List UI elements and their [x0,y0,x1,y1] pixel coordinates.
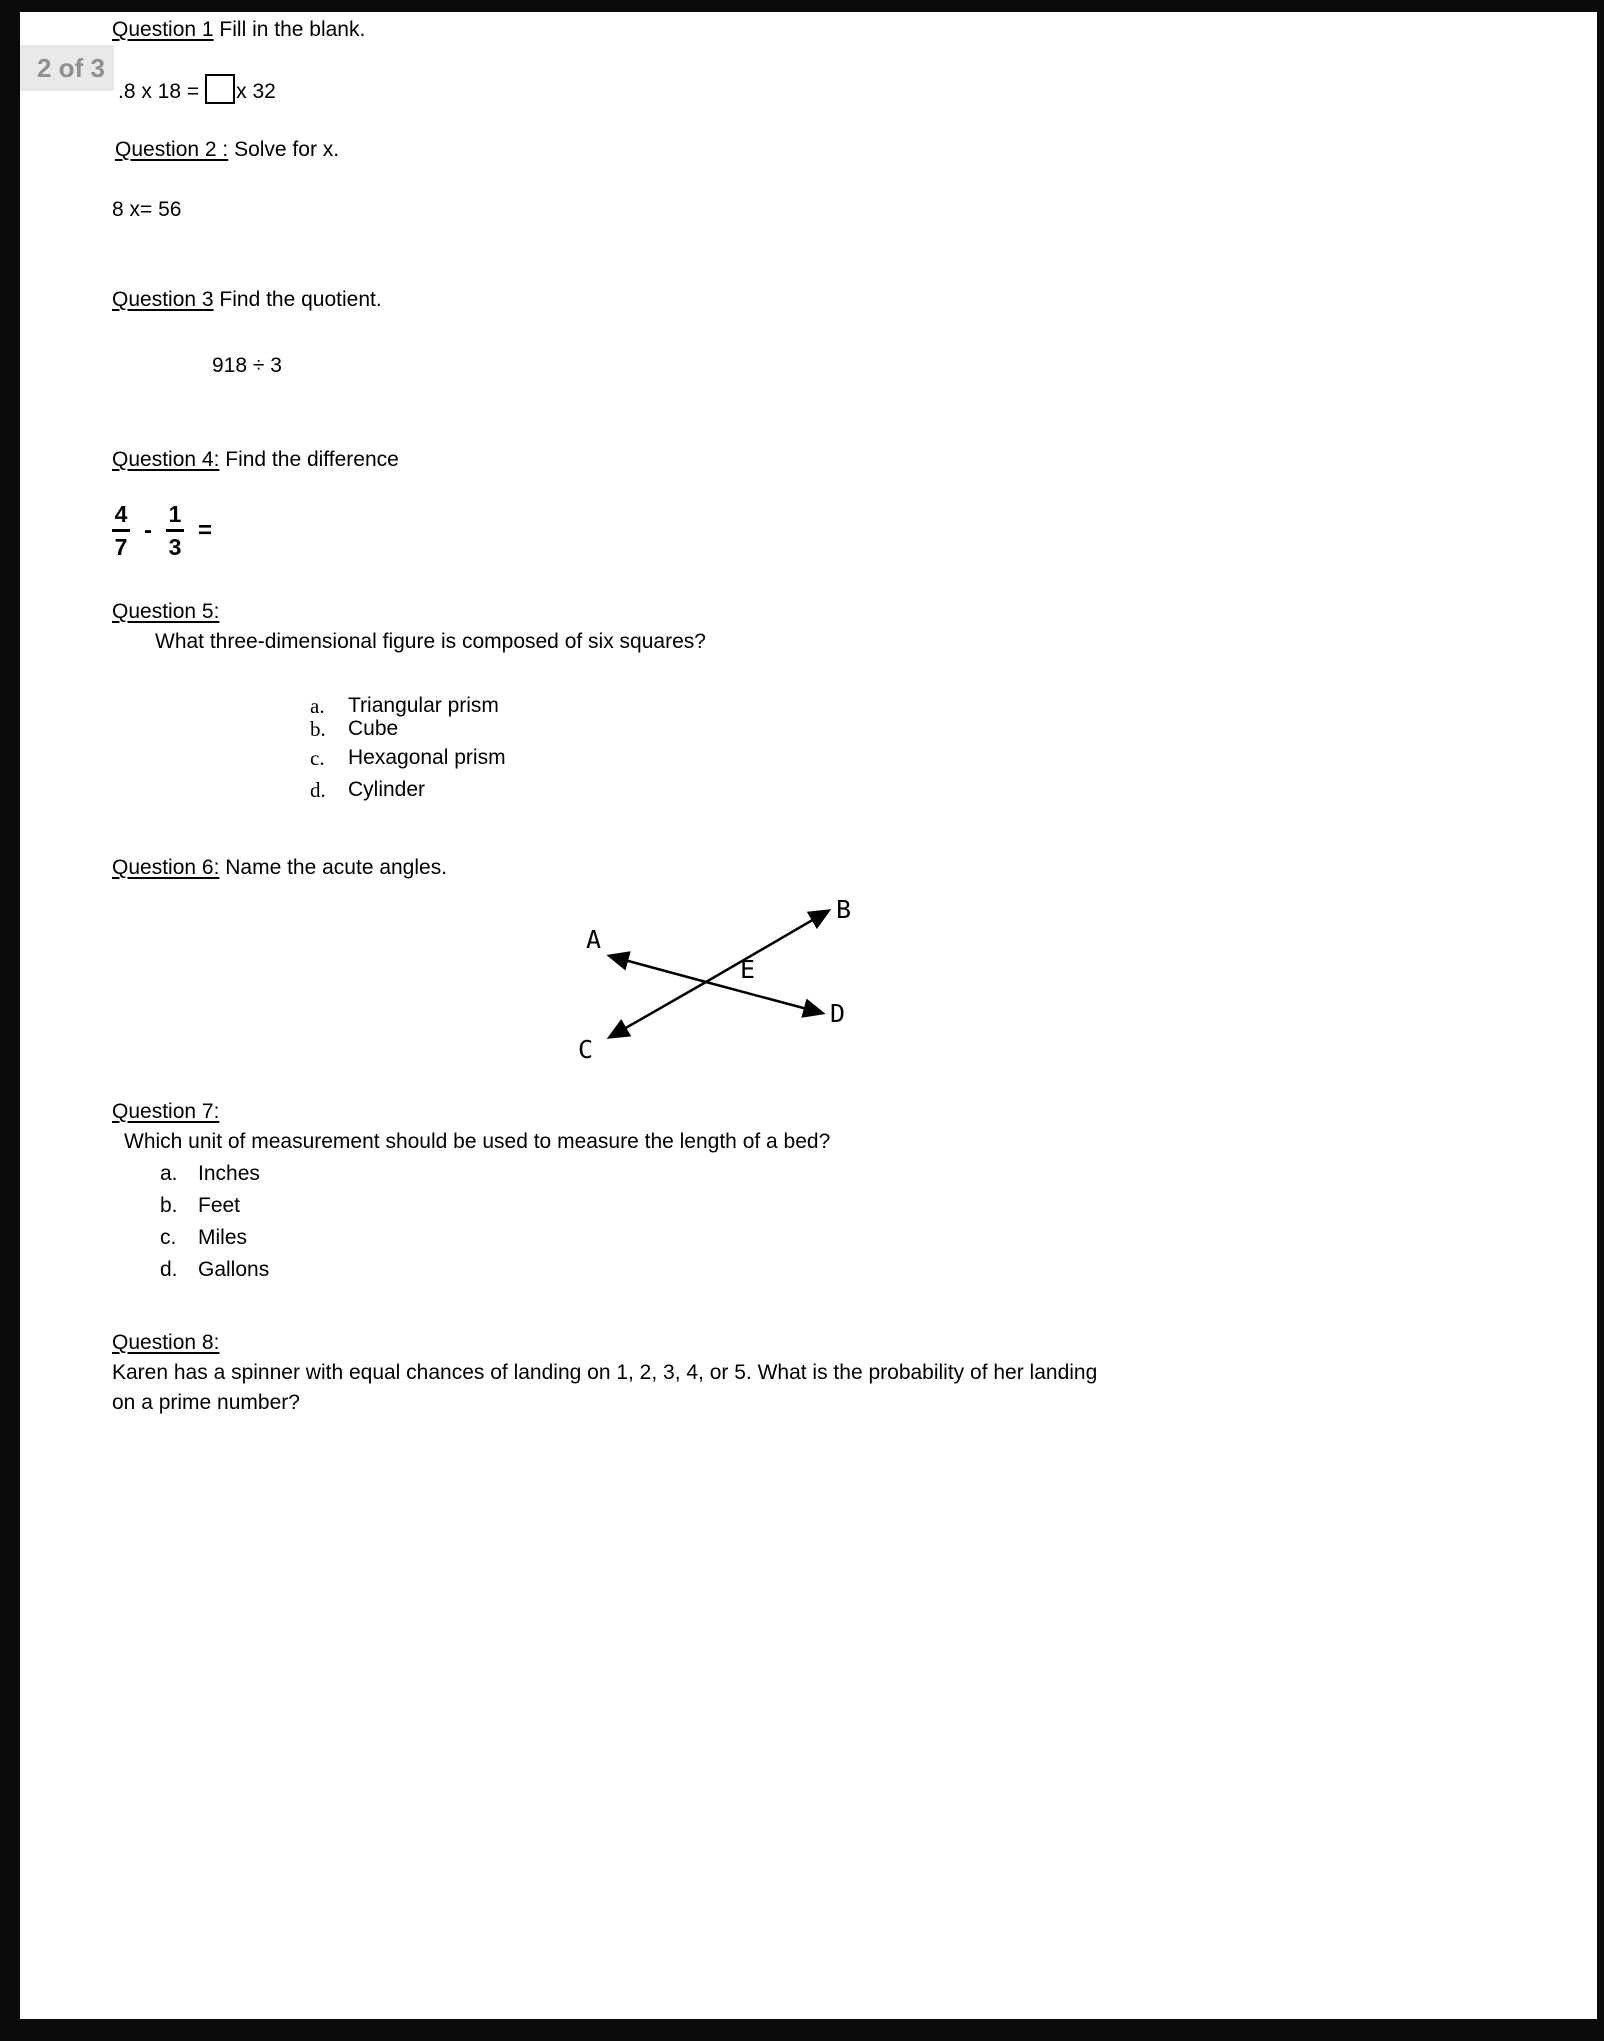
q5-option-b [310,717,398,742]
q5-option-d-text: Cylinder [348,778,426,801]
question-7-heading [112,1099,219,1125]
q5-option-a [310,694,499,719]
diagram-label-E: E [740,955,756,984]
q5-option-d [310,778,425,803]
question-7-prompt: Which unit of measurement should be used to measure the length of a bed? [124,1130,831,1153]
question-2-equation: 8 x= 56 [112,198,182,221]
question-8-heading [112,1330,219,1356]
fraction-1-bar [112,529,130,532]
diagram-label-B: B [836,895,852,924]
q7-option-b-letter: b. [160,1194,178,1217]
diagram-label-C: C [578,1035,594,1064]
question-8-label: Question 8: [112,1331,220,1354]
question-1-heading [112,17,365,43]
question-2-heading [115,137,339,163]
question-1-prompt: Fill in the blank. [213,18,366,41]
q1-equation-right: x 32 [236,80,276,103]
q7-option-c-text: Miles [198,1226,248,1249]
ray-to-B [706,911,828,982]
q7-option-c-letter: c. [160,1226,177,1249]
q5-option-b-text: Cube [348,717,399,740]
question-8-text-line1: Karen has a spinner with equal chances of landing on 1, 2, 3, 4, or 5. What is the probability of her landing [112,1361,1098,1384]
question-2-prompt: Solve for x. [228,138,340,161]
q7-option-b-text: Feet [198,1194,241,1217]
q5-option-d-letter: d. [310,778,326,802]
question-5-label: Question 5: [112,600,220,623]
q5-option-a-letter: a. [310,694,325,718]
question-3-heading [112,287,382,313]
question-4-label: Question 4: [112,448,220,471]
question-4-expression [112,502,214,559]
q7-option-c [160,1226,247,1250]
fraction-2 [166,502,184,559]
diagram-label-A: A [586,925,602,954]
q7-option-d-text: Gallons [198,1258,270,1281]
q1-equation-left: .8 x 18 = [118,80,200,103]
page-indicator: 2 of 3 [20,45,114,91]
question-2-label: Question 2 : [115,138,229,161]
diagram-label-D: D [830,999,846,1028]
angles-diagram [560,890,890,1090]
fraction-1 [112,502,130,559]
fraction-1-numerator: 4 [114,501,128,527]
question-1-label: Question 1 [112,18,214,41]
q7-option-a-text: Inches [198,1162,260,1185]
question-3-equation: 918 ÷ 3 [212,354,282,377]
answer-blank-box [205,74,235,104]
question-6-label: Question 6: [112,856,220,879]
ray-to-A [610,956,706,982]
question-6-prompt: Name the acute angles. [219,856,448,879]
question-6-heading [112,855,447,881]
q5-option-a-text: Triangular prism [348,694,499,717]
q7-option-d [160,1258,269,1282]
q5-option-c [310,746,506,771]
ray-to-D [706,982,822,1013]
fraction-1-denominator: 7 [114,534,128,561]
question-4-prompt: Find the difference [219,448,399,471]
q5-option-b-letter: b. [310,717,326,741]
question-5-heading [112,599,219,625]
minus-operator: - [144,516,152,544]
q5-option-c-text: Hexagonal prism [348,746,506,769]
q7-option-d-letter: d. [160,1258,178,1281]
question-3-label: Question 3 [112,288,214,311]
question-3-prompt: Find the quotient. [213,288,382,311]
fraction-2-bar [166,529,184,532]
fraction-2-numerator: 1 [168,501,182,527]
q5-option-c-letter: c. [310,746,325,770]
q7-option-a-letter: a. [160,1162,178,1185]
worksheet-page [20,12,1597,2019]
fraction-2-denominator: 3 [168,534,182,561]
ray-to-C [610,982,706,1037]
q7-option-b [160,1194,240,1218]
question-8-text-line2: on a prime number? [112,1391,300,1414]
equals-sign: = [198,516,213,544]
question-4-heading [112,447,399,473]
question-1-equation [118,74,276,105]
q7-option-a [160,1162,260,1186]
question-5-prompt: What three-dimensional figure is composed of six squares? [155,630,706,653]
question-7-label: Question 7: [112,1100,220,1123]
